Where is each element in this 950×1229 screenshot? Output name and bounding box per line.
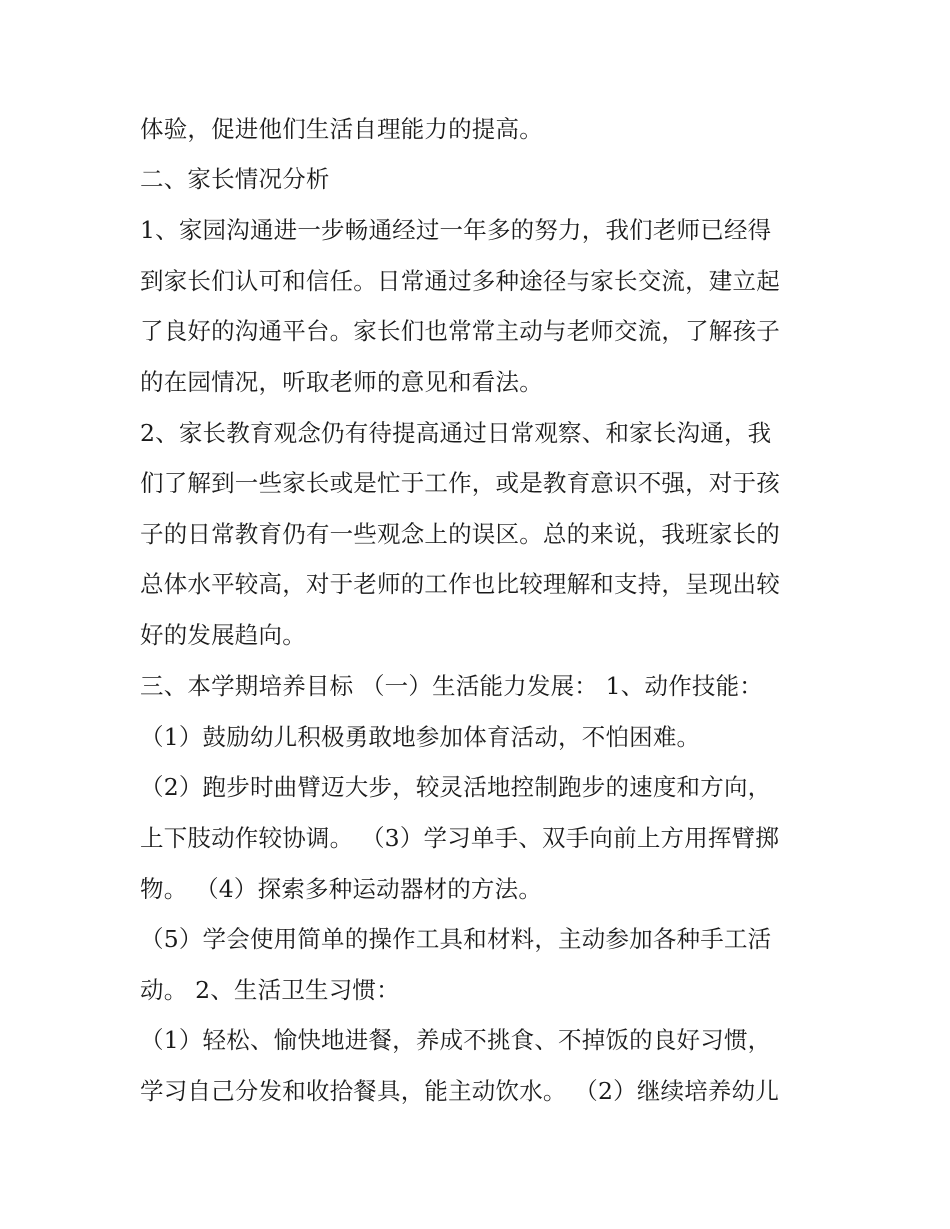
- text-line: 动。 2、生活卫生习惯：: [140, 976, 400, 1004]
- text-line: （1）轻松、愉快地进餐，养成不挑食、不掉饭的良好习惯，: [140, 1026, 772, 1054]
- section-heading: 二、家长情况分析: [140, 165, 330, 193]
- text-line: 好的发展趋向。: [140, 621, 306, 649]
- text-line: （2）跑步时曲臂迈大步，较灵活地控制跑步的速度和方向，: [140, 773, 772, 801]
- text-line: 物。 （4）探索多种运动器材的方法。: [140, 875, 543, 903]
- text-line: 总体水平较高，对于老师的工作也比较理解和支持，呈现出较: [140, 570, 780, 598]
- text-line: （5）学会使用简单的操作工具和材料，主动参加各种手工活: [140, 925, 772, 953]
- text-line: 上下肢动作较协调。 （3）学习单手、双手向前上方用挥臂掷: [140, 824, 780, 852]
- text-line: 们了解到一些家长或是忙于工作，或是教育意识不强，对于孩: [140, 469, 780, 497]
- text-line: 子的日常教育仍有一些观念上的误区。总的来说，我班家长的: [140, 520, 780, 548]
- section-heading: 三、本学期培养目标 （一）生活能力发展： 1、动作技能：: [140, 672, 763, 700]
- text-line: （1）鼓励幼儿积极勇敢地参加体育活动，不怕困难。: [140, 723, 701, 751]
- text-line: 了良好的沟通平台。家长们也常常主动与老师交流，了解孩子: [140, 317, 780, 345]
- text-line: 到家长们认可和信任。日常通过多种途径与家长交流，建立起: [140, 267, 780, 295]
- text-line: 体验，促进他们生活自理能力的提高。: [140, 115, 543, 143]
- text-line: 的在园情况，听取老师的意见和看法。: [140, 368, 543, 396]
- text-line: 学习自己分发和收拾餐具，能主动饮水。 （2）继续培养幼儿: [140, 1077, 780, 1105]
- text-line: 2、家长教育观念仍有待提高通过日常观察、和家长沟通，我: [140, 419, 772, 447]
- text-line: 1、家园沟通进一步畅通经过一年多的努力，我们老师已经得: [140, 216, 772, 244]
